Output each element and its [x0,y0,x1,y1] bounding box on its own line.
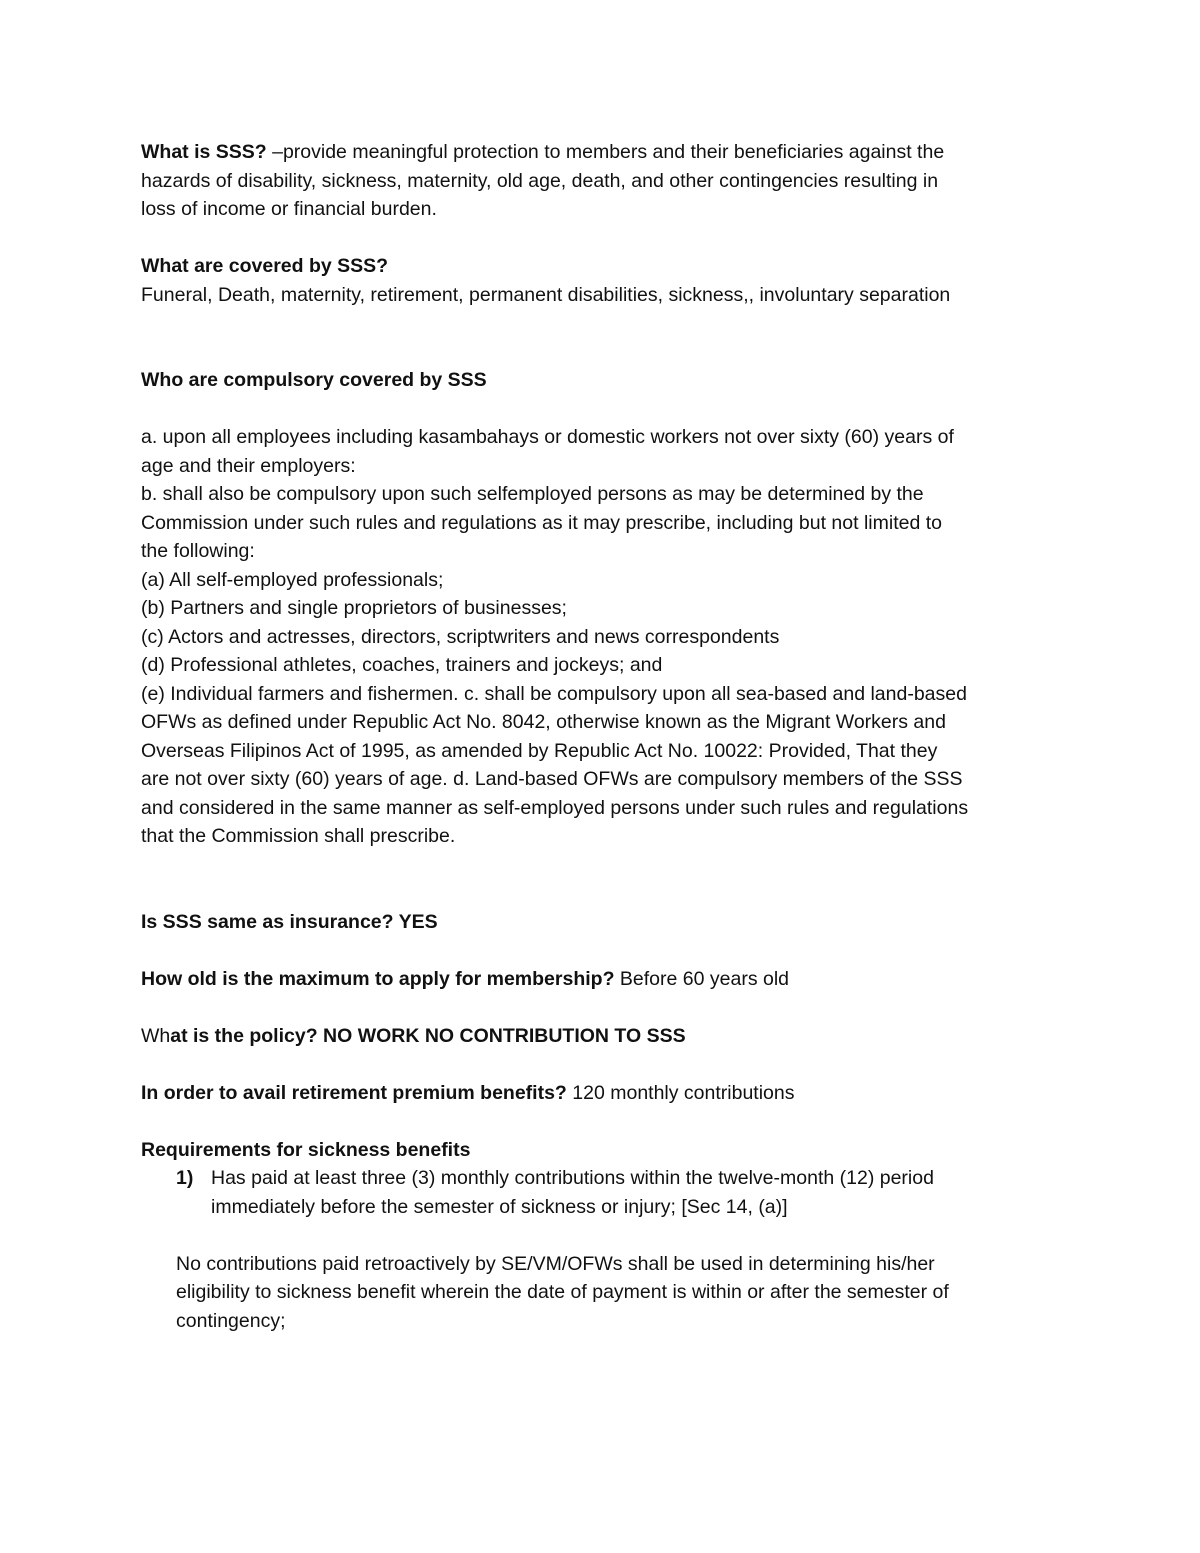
sickness-note-line-3: contingency; [176,1309,286,1332]
compulsory-line: (e) Individual farmers and fishermen. c. shall be compulsory upon all sea-based and land-based [141,682,967,705]
max-age-question: How old is the maximum to apply for membership? [141,967,615,990]
retirement-line [141,1079,1071,1108]
policy-line [141,1022,1071,1051]
policy-prefix: Wh [141,1024,171,1047]
retirement-answer: 120 monthly contributions [566,1081,795,1104]
max-age-answer: Before 60 years old [614,967,790,990]
sickness-heading: Requirements for sickness benefits [141,1138,471,1161]
compulsory-line: (b) Partners and single proprietors of businesses; [141,597,567,619]
compulsory-line: Overseas Filipinos Act of 1995, as amended by Republic Act No. 10022: Provided, That they [141,739,938,762]
compulsory-line: a. upon all employees including kasambahays or domestic workers not over sixty (60) years of [141,426,954,448]
compulsory-line: age and their employers: [141,454,356,477]
compulsory-line: the following: [141,540,255,562]
max-age-line [141,965,1071,994]
compulsory-line: (c) Actors and actresses, directors, scriptwriters and news correspondents [141,625,780,648]
covered-question: What are covered by SSS? [141,255,389,277]
what-is-sss-question: What is SSS? [141,141,267,163]
compulsory-heading: Who are compulsory covered by SSS [141,369,487,391]
sickness-note-line-1: No contributions paid retroactively by SE/VM/OFWs shall be used in determining his/her [176,1252,935,1275]
what-is-sss-line-2: hazards of disability, sickness, maternity, old age, death, and other contingencies resulting in [141,169,939,192]
insurance-question: Is SSS same as insurance? YES [141,910,438,933]
list-item-number: 1) [176,1167,194,1189]
compulsory-line: that the Commission shall prescribe. [141,825,456,847]
what-is-sss-line-1 [141,138,1071,167]
document-page [141,138,1071,1335]
compulsory-line: are not over sixty (60) years of age. d. Land-based OFWs are compulsory members of the SSS [141,768,963,790]
sickness-note [141,1250,1071,1336]
policy-question: at is the policy? NO WORK NO CONTRIBUTION TO SSS [170,1024,686,1047]
covered-answer: Funeral, Death, maternity, retirement, permanent disabilities, sickness,, involuntary separation [141,283,951,306]
compulsory-line: Commission under such rules and regulations as it may prescribe, including but not limited to [141,511,942,534]
list-item-line-1: Has paid at least three (3) monthly contributions within the twelve-month (12) period [211,1167,934,1189]
compulsory-line: (a) All self-employed professionals; [141,568,444,591]
list-item-line-2: immediately before the semester of sickness or injury; [Sec 14, (a)] [211,1195,788,1218]
sickness-note-line-2: eligibility to sickness benefit wherein the date of payment is within or after the semester of [176,1281,949,1303]
what-is-sss-line-3: loss of income or financial burden. [141,198,437,220]
what-is-sss-answer-start: –provide meaningful protection to members and their beneficiaries against the [266,141,945,163]
compulsory-line: and considered in the same manner as self-employed persons under such rules and regulations [141,796,969,819]
compulsory-line: b. shall also be compulsory upon such selfemployed persons as may be determined by the [141,483,924,505]
compulsory-line: OFWs as defined under Republic Act No. 8042, otherwise known as the Migrant Workers and [141,711,946,733]
list-item [141,1164,1071,1221]
compulsory-line: (d) Professional athletes, coaches, trainers and jockeys; and [141,654,663,676]
retirement-question: In order to avail retirement premium benefits? [141,1081,567,1104]
